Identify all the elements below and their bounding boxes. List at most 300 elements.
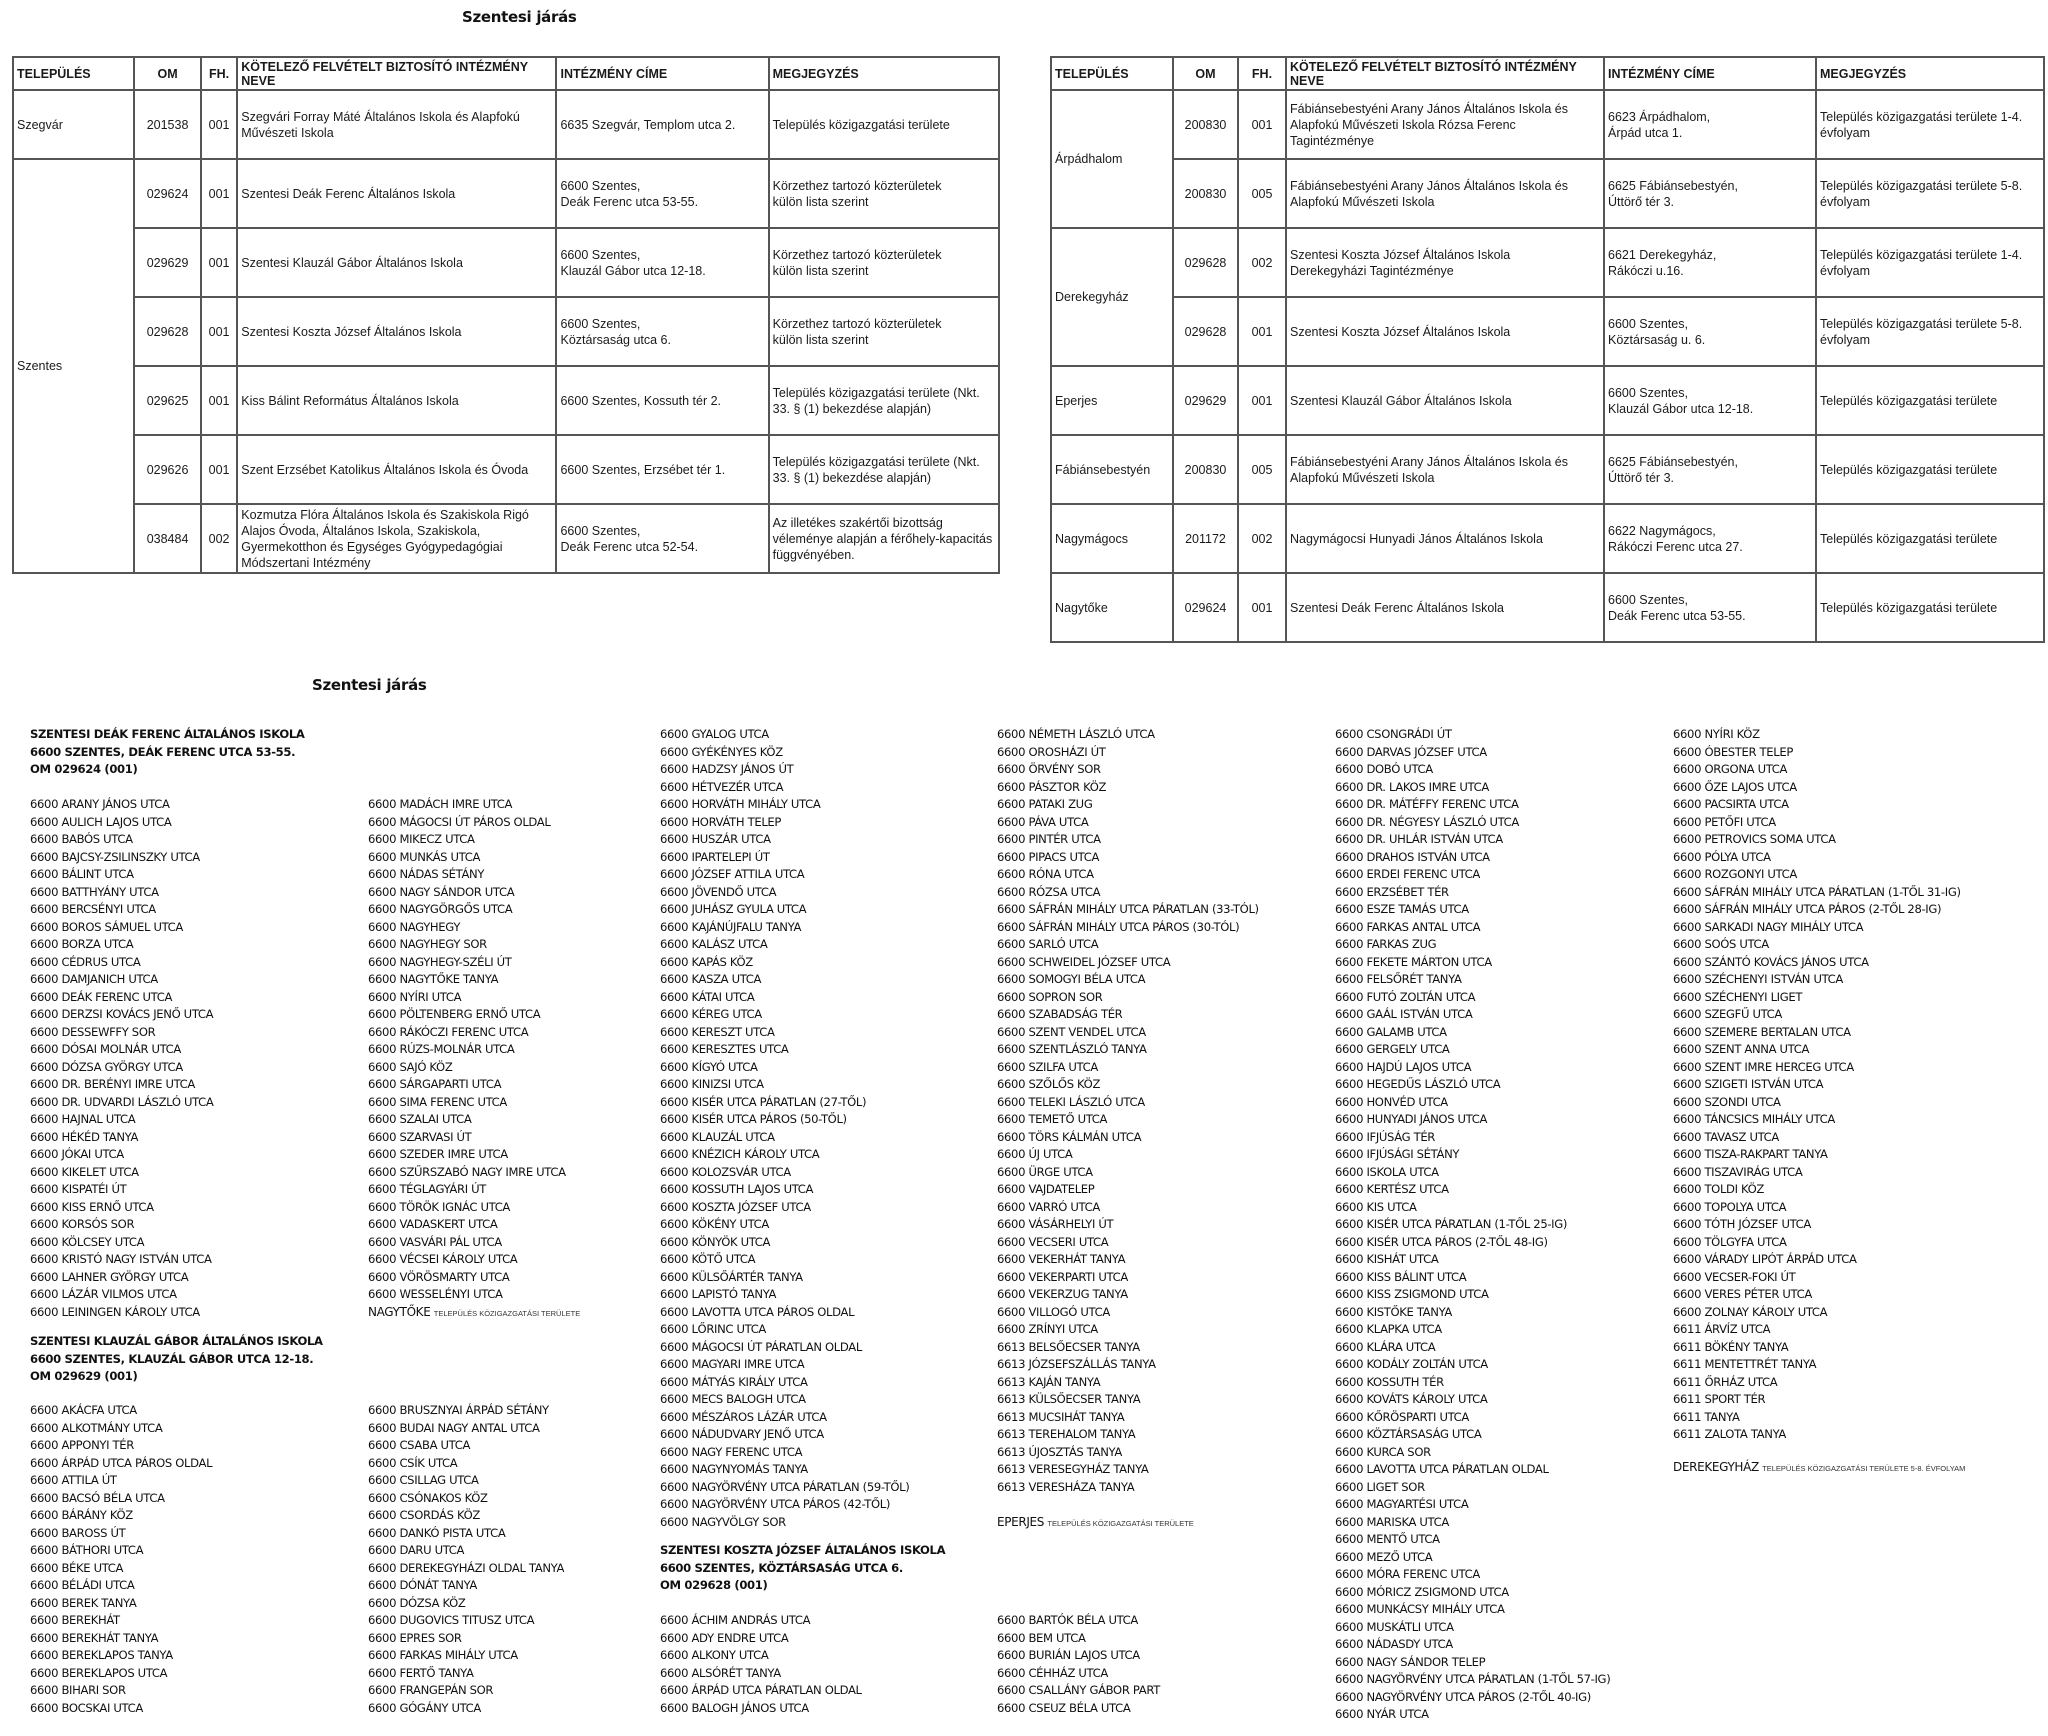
deak-street-list-1 (30, 796, 213, 1321)
street-item: 6600 DÓZSA GYÖRGY UTCA (30, 1059, 183, 1074)
settlement-note (997, 1514, 1259, 1533)
street-item: 6600 VEKERHÁT TANYA (997, 1252, 1126, 1266)
street-item: 6600 DR. NÉGYESY LÁSZLÓ UTCA (1335, 814, 1519, 829)
table-row (1051, 504, 2044, 573)
street-item: 6600 DUGOVICS TITUSZ UTCA (368, 1613, 535, 1627)
klauzal-street-list-4 (997, 726, 1259, 1533)
cell-telepules: Eperjes (1051, 366, 1173, 435)
street-item: 6600 LŐRINC UTCA (660, 1322, 767, 1336)
street-item: 6611 ÁRVÍZ UTCA (1673, 1322, 1771, 1336)
street-item: 6600 ADY ENDRE UTCA (660, 1630, 789, 1645)
street-item: 6600 FARKAS ANTAL UTCA (1335, 919, 1481, 934)
street-item: 6600 MÁTYÁS KIRÁLY UTCA (660, 1374, 808, 1389)
street-item: 6613 VERESHÁZA TANYA (997, 1479, 1135, 1494)
street-item: 6600 NAGY SÁNDOR TELEP (1335, 1654, 1486, 1669)
street-item: 6600 MÓRICZ ZSIGMOND UTCA (1335, 1584, 1509, 1599)
cell-fh: 001 (201, 297, 237, 366)
street-item: 6600 BUDAI NAGY ANTAL UTCA (368, 1420, 540, 1435)
header-megjegyzes: MEGJEGYZÉS (769, 57, 999, 90)
street-item: 6600 HÉTVEZÉR UTCA (660, 779, 784, 794)
cell-nev: Szentesi Koszta József Általános Iskola (237, 297, 556, 366)
header-fh: FH. (1238, 57, 1286, 90)
street-item: 6600 KERESZTES UTCA (660, 1042, 789, 1056)
street-item: 6600 SZÉCHENYI LIGET (1673, 989, 1803, 1004)
cell-om: 200830 (1173, 90, 1238, 159)
street-item: 6600 SZENT ANNA UTCA (1673, 1042, 1810, 1056)
street-item: 6600 HORVÁTH TELEP (660, 814, 782, 829)
settlement-note-text: TELEPÜLÉS KÖZIGAZGATÁSI TERÜLETE 5-8. ÉVFOLYAM (1762, 1463, 1966, 1473)
page-title-top: Szentesi járás (462, 8, 577, 26)
street-item: 6600 SZÁNTÓ KOVÁCS JÁNOS UTCA (1673, 954, 1869, 969)
cell-om: 029628 (134, 297, 201, 366)
klauzal-street-list-1 (30, 1402, 212, 1717)
table-header-row (13, 57, 999, 90)
cell-telepules: Nagymágocs (1051, 504, 1173, 573)
street-item: 6600 BATTHYÁNY UTCA (30, 884, 159, 899)
street-item: 6600 VASVÁRI PÁL UTCA (368, 1234, 502, 1249)
cell-nev: Szentesi Klauzál Gábor Általános Iskola (1286, 366, 1604, 435)
street-item: 6600 SOÓS UTCA (1673, 937, 1769, 951)
street-item: 6600 SZEMERE BERTALAN UTCA (1673, 1024, 1851, 1039)
street-item: 6600 NAGYÖRVÉNY UTCA PÁROS (42-TŐL) (660, 1497, 891, 1511)
header-om: OM (1173, 57, 1238, 90)
street-item: 6600 ÁCHIM ANDRÁS UTCA (660, 1613, 811, 1627)
header-telepules: TELEPÜLÉS (1051, 57, 1173, 90)
street-item: 6600 ALSÓRÉT TANYA (660, 1665, 781, 1680)
school-heading-line: SZENTESI KLAUZÁL GÁBOR ÁLTALÁNOS ISKOLA (30, 1334, 323, 1348)
cell-om: 029628 (1173, 228, 1238, 297)
street-item: 6600 KNÉZICH KÁROLY UTCA (660, 1147, 820, 1161)
street-item: 6600 DRAHOS ISTVÁN UTCA (1335, 849, 1490, 864)
koszta-heading (660, 1542, 945, 1595)
street-item: 6600 DESSEWFFY SOR (30, 1024, 156, 1039)
street-item: 6600 VÖRÖSMARTY UTCA (368, 1269, 510, 1284)
cell-fh: 001 (1238, 90, 1286, 159)
street-item: 6600 ÜRGE UTCA (997, 1164, 1093, 1179)
street-item: 6600 BÁTHORI UTCA (30, 1543, 144, 1557)
table-row (1051, 228, 2044, 297)
cell-cim: 6623 Árpádhalom, Árpád utca 1. (1604, 90, 1816, 159)
settlement-note-text: TELEPÜLÉS KÖZIGAZGATÁSI TERÜLETE (433, 1308, 581, 1318)
street-item: 6600 GYÉKÉNYES KÖZ (660, 744, 783, 759)
street-item: 6611 ŐRHÁZ UTCA (1673, 1374, 1778, 1389)
street-item: 6600 KRISTÓ NAGY ISTVÁN UTCA (30, 1252, 212, 1266)
street-item: 6600 VEKERPARTI UTCA (997, 1269, 1128, 1284)
cell-megj: Település közigazgatási területe (Nkt. 33. § (1) bekezdése alapján) (769, 435, 999, 504)
street-item: 6600 DANKÓ PISTA UTCA (368, 1525, 506, 1540)
street-item: 6600 MÁGOCSI ÚT PÁRATLAN OLDAL (660, 1339, 862, 1354)
street-item: 6600 NAGYHEGY-SZÉLI ÚT (368, 954, 512, 969)
settlement-name: NAGYTŐKE (368, 1304, 431, 1319)
cell-om: 201538 (134, 90, 201, 159)
street-item: 6600 RÚZS-MOLNÁR UTCA (368, 1042, 515, 1056)
street-item: 6600 KÖNYÖK UTCA (660, 1234, 771, 1249)
street-item: 6600 KISS ERNŐ UTCA (30, 1199, 154, 1214)
street-item: 6600 PETROVICS SOMA UTCA (1673, 832, 1836, 846)
table-row (13, 366, 999, 435)
klauzal-street-list-2 (368, 1402, 564, 1717)
koszta-street-list-1 (660, 1612, 862, 1717)
street-item: 6600 SZABADSÁG TÉR (997, 1007, 1123, 1021)
table-row (13, 504, 999, 573)
street-item: 6600 KISS BÁLINT UTCA (1335, 1269, 1467, 1284)
street-item: 6600 BAJCSY-ZSILINSZKY UTCA (30, 849, 200, 864)
street-item: 6600 FEKETE MÁRTON UTCA (1335, 954, 1492, 969)
cell-nev: Kiss Bálint Református Általános Iskola (237, 366, 556, 435)
cell-nev: Fábiánsebestyéni Arany János Általános Iskola és Alapfokú Művészeti Iskola (1286, 159, 1604, 228)
street-item: 6600 LAPISTÓ TANYA (660, 1287, 777, 1301)
street-item: 6600 TÖRÖK IGNÁC UTCA (368, 1199, 511, 1214)
street-item: 6600 IPARTELEPI ÚT (660, 849, 770, 864)
cell-nev: Kozmutza Flóra Általános Iskola és Szakiskola Rigó Alajos Óvoda, Általános Iskola, Szakiskola, Gyermekotthon és Egységes Gyógypedagógiai Módszertani Intézmény (237, 504, 556, 573)
street-item: 6600 DÓSAI MOLNÁR UTCA (30, 1042, 182, 1056)
street-item: 6611 TANYA (1673, 1409, 1740, 1424)
street-item: 6600 KÉREG UTCA (660, 1007, 762, 1021)
street-item: 6600 SZENTLÁSZLÓ TANYA (997, 1042, 1147, 1056)
street-item: 6600 DÓZSA KÖZ (368, 1595, 466, 1610)
street-item: 6600 FELSŐRÉT TANYA (1335, 972, 1462, 986)
street-item: 6613 ÚJOSZTÁS TANYA (997, 1444, 1122, 1459)
street-item: 6600 SZENT IMRE HERCEG UTCA (1673, 1059, 1854, 1074)
street-item: 6600 SÁFRÁN MIHÁLY UTCA PÁROS (2-TŐL 28-IG) (1673, 902, 1942, 916)
street-item: 6600 BÁRÁNY KÖZ (30, 1508, 133, 1522)
koszta-street-list-4 (1673, 726, 2003, 1474)
street-item: 6600 KALÁSZ UTCA (660, 937, 768, 951)
street-item: 6600 ÚJ UTCA (997, 1147, 1073, 1161)
street-item: 6600 VECSER-FOKI ÚT (1673, 1269, 1796, 1284)
street-item: 6600 SZALAI UTCA (368, 1112, 472, 1126)
street-item: 6600 KÖLCSEY UTCA (30, 1234, 145, 1249)
street-item: 6600 ORGONA UTCA (1673, 762, 1788, 776)
cell-fh: 002 (1238, 504, 1286, 573)
spacer (997, 1496, 1259, 1514)
street-item: 6600 TOLDI KÖZ (1673, 1182, 1765, 1196)
street-item: 6600 KISTŐKE TANYA (1335, 1304, 1452, 1319)
cell-megj: Település közigazgatási területe 5-8. évfolyam (1816, 297, 2044, 366)
street-item: 6600 BEREK TANYA (30, 1595, 137, 1610)
street-item: 6600 KISPATÉI ÚT (30, 1182, 127, 1196)
street-item: 6600 TÖLGYFA UTCA (1673, 1234, 1787, 1249)
street-item: 6600 CSORDÁS KÖZ (368, 1508, 480, 1522)
settlement-name: DEREKEGYHÁZ (1673, 1459, 1759, 1474)
street-item: 6600 LAHNER GYÖRGY UTCA (30, 1269, 189, 1284)
cell-nev: Nagymágocsi Hunyadi János Általános Iskola (1286, 504, 1604, 573)
street-item: 6600 DÓNÁT TANYA (368, 1578, 478, 1592)
table-row (1051, 573, 2044, 642)
cell-nev: Szentesi Deák Ferenc Általános Iskola (1286, 573, 1604, 642)
cell-om: 038484 (134, 504, 201, 573)
street-item: 6600 VÉCSEI KÁROLY UTCA (368, 1252, 518, 1266)
street-item: 6600 BÉLÁDI UTCA (30, 1578, 135, 1592)
cell-nev: Szent Erzsébet Katolikus Általános Iskola és Óvoda (237, 435, 556, 504)
street-item: 6600 HUNYADI JÁNOS UTCA (1335, 1112, 1488, 1126)
cell-om: 200830 (1173, 435, 1238, 504)
street-item: 6600 KIS UTCA (1335, 1199, 1417, 1214)
street-item: 6600 SOMOGYI BÉLA UTCA (997, 972, 1146, 986)
street-item: 6600 CSEUZ BÉLA UTCA (997, 1700, 1131, 1715)
street-item: 6600 TEMETŐ UTCA (997, 1112, 1108, 1126)
street-item: 6600 MÓRA FERENC UTCA (1335, 1567, 1480, 1581)
cell-cim: 6600 Szentes, Klauzál Gábor utca 12-18. (556, 228, 768, 297)
street-item: 6600 NAGYHEGY (368, 919, 461, 934)
street-item: 6600 FARKAS MIHÁLY UTCA (368, 1648, 518, 1662)
table-row (1051, 366, 2044, 435)
street-item: 6600 DARVAS JÓZSEF UTCA (1335, 744, 1487, 759)
cell-megj: Körzethez tartozó közterületek külön lista szerint (769, 228, 999, 297)
street-item: 6613 JÓZSEFSZÁLLÁS TANYA (997, 1357, 1156, 1371)
street-item: 6611 ZALOTA TANYA (1673, 1427, 1786, 1441)
street-item: 6600 SÁFRÁN MIHÁLY UTCA PÁROS (30-TÓL) (997, 919, 1240, 934)
street-item: 6600 MÁGOCSI ÚT PÁROS OLDAL (368, 814, 551, 829)
street-item: 6600 SARLÓ UTCA (997, 937, 1099, 951)
header-megjegyzes: MEGJEGYZÉS (1816, 57, 2044, 90)
street-item: 6600 KÁTAI UTCA (660, 989, 755, 1004)
cell-cim: 6600 Szentes, Deák Ferenc utca 53-55. (1604, 573, 1816, 642)
street-item: 6600 DEREKEGYHÁZI OLDAL TANYA (368, 1560, 565, 1575)
street-item: 6600 ALKOTMÁNY UTCA (30, 1420, 163, 1435)
street-item: 6600 MÉSZÁROS LÁZÁR UTCA (660, 1409, 827, 1424)
cell-om: 029629 (134, 228, 201, 297)
street-item: 6600 SÁRGAPARTI UTCA (368, 1077, 502, 1091)
street-item: 6600 TELEKI LÁSZLÓ UTCA (997, 1094, 1145, 1109)
street-item: 6600 WESSELÉNYI UTCA (368, 1287, 503, 1301)
street-item: 6600 BIHARI SOR (30, 1683, 126, 1697)
street-item: 6600 KISÉR UTCA PÁROS (2-TŐL 48-IG) (1335, 1234, 1548, 1249)
street-item: 6600 SZŐLŐS KÖZ (997, 1077, 1101, 1091)
cell-cim: 6625 Fábiánsebestyén, Úttörő tér 3. (1604, 435, 1816, 504)
street-item: 6600 LIGET SOR (1335, 1479, 1425, 1494)
street-item: 6600 MUSKÁTLI UTCA (1335, 1619, 1454, 1634)
street-item: 6600 KOSSUTH TÉR (1335, 1374, 1444, 1389)
street-item: 6600 PATAKI ZUG (997, 797, 1093, 811)
school-address-line: 6600 SZENTES, KLAUZÁL GÁBOR UTCA 12-18. (30, 1351, 314, 1366)
table-header-row (1051, 57, 2044, 90)
cell-nev: Szentesi Koszta József Általános Iskola (1286, 297, 1604, 366)
cell-telepules: Szentes (13, 159, 134, 573)
cell-om: 029625 (134, 366, 201, 435)
street-item: 6600 DR. BERÉNYI IMRE UTCA (30, 1077, 195, 1091)
street-item: 6600 ATTILA ÚT (30, 1473, 117, 1487)
street-item: 6600 KOSZTA JÓZSEF UTCA (660, 1199, 811, 1214)
table-row (13, 297, 999, 366)
cell-megj: Körzethez tartozó közterületek külön lista szerint (769, 297, 999, 366)
street-item: 6600 CSALLÁNY GÁBOR PART (997, 1683, 1160, 1697)
street-item: 6600 KÖKÉNY UTCA (660, 1217, 769, 1231)
street-item: 6600 RÓZSA UTCA (997, 884, 1101, 899)
klauzal-heading (30, 1333, 323, 1386)
street-item: 6611 SPORT TÉR (1673, 1392, 1766, 1406)
cell-megj: Település közigazgatási területe (769, 90, 999, 159)
settlement-name: EPERJES (997, 1515, 1045, 1529)
street-item: 6600 SZILFA UTCA (997, 1059, 1098, 1074)
header-intezmeny-cime: INTÉZMÉNY CÍME (1604, 57, 1816, 90)
cell-megj: Körzethez tartozó közterületek külön lista szerint (769, 159, 999, 228)
cell-om: 029628 (1173, 297, 1238, 366)
street-item: 6600 HEGEDŰS LÁSZLÓ UTCA (1335, 1077, 1501, 1091)
street-item: 6613 MUCSIHÁT TANYA (997, 1409, 1125, 1424)
street-item: 6600 KINIZSI UTCA (660, 1077, 764, 1091)
cell-fh: 001 (201, 159, 237, 228)
street-item: 6600 CÉHHÁZ UTCA (997, 1665, 1108, 1680)
street-item: 6600 DAMJANICH UTCA (30, 972, 158, 986)
street-item: 6600 TÉGLAGYÁRI ÚT (368, 1182, 486, 1196)
cell-om: 029624 (134, 159, 201, 228)
street-item: 6600 SZENT VENDEL UTCA (997, 1024, 1146, 1039)
settlement-note-text: TELEPÜLÉS KÖZIGAZGATÁSI TERÜLETE (1047, 1519, 1194, 1528)
street-item: 6600 PÁSZTOR KÖZ (997, 779, 1107, 794)
cell-megj: Település közigazgatási területe 5-8. évfolyam (1816, 159, 2044, 228)
cell-om: 200830 (1173, 159, 1238, 228)
cell-cim: 6600 Szentes, Klauzál Gábor utca 12-18. (1604, 366, 1816, 435)
street-item: 6600 SIMA FERENC UTCA (368, 1094, 507, 1109)
cell-fh: 002 (201, 504, 237, 573)
street-item: 6600 VÁSÁRHELYI ÚT (997, 1217, 1114, 1231)
street-item: 6613 KÜLSŐECSER TANYA (997, 1392, 1141, 1406)
table-row (13, 90, 999, 159)
street-item: 6600 MUNKÁS UTCA (368, 849, 481, 864)
cell-nev: Szentesi Koszta József Általános Iskola Derekegyházi Tagintézménye (1286, 228, 1604, 297)
street-item: 6600 NÉMETH LÁSZLÓ UTCA (997, 727, 1155, 741)
cell-megj: Település közigazgatási területe 1-4. évfolyam (1816, 90, 2044, 159)
street-item: 6600 PINTÉR UTCA (997, 832, 1101, 846)
street-item: 6600 JÓZSEF ATTILA UTCA (660, 867, 805, 881)
page-title-bottom: Szentesi járás (312, 676, 427, 694)
street-item: 6600 CSÓNAKOS KÖZ (368, 1490, 488, 1505)
street-item: 6600 ERDEI FERENC UTCA (1335, 867, 1480, 881)
cell-fh: 001 (1238, 297, 1286, 366)
cell-nev: Szegvári Forray Máté Általános Iskola és Alapfokú Művészeti Iskola (237, 90, 556, 159)
street-item: 6600 DR. MÁTÉFFY FERENC UTCA (1335, 797, 1519, 811)
street-item: 6600 HADZSY JÁNOS ÚT (660, 762, 794, 776)
street-item: 6600 NYÁR UTCA (1335, 1707, 1429, 1721)
street-item: 6600 KŐRÖSPARTI UTCA (1335, 1409, 1469, 1424)
street-item: 6600 KODÁLY ZOLTÁN UTCA (1335, 1357, 1488, 1371)
street-item: 6600 NAGYÖRVÉNY UTCA PÁRATLAN (59-TŐL) (660, 1479, 910, 1494)
cell-telepules: Szegvár (13, 90, 134, 159)
street-item: 6600 KAPÁS KÖZ (660, 954, 753, 969)
street-item: 6600 MENTŐ UTCA (1335, 1532, 1440, 1546)
cell-telepules: Nagytőke (1051, 573, 1173, 642)
cell-fh: 005 (1238, 435, 1286, 504)
cell-cim: 6622 Nagymágocs, Rákóczi Ferenc utca 27. (1604, 504, 1816, 573)
table-row (13, 228, 999, 297)
street-item: 6600 GAÁL ISTVÁN UTCA (1335, 1007, 1473, 1021)
street-item: 6600 TAVASZ UTCA (1673, 1129, 1779, 1144)
street-item: 6600 KERESZT UTCA (660, 1024, 775, 1039)
cell-cim: 6600 Szentes, Erzsébet tér 1. (556, 435, 768, 504)
deak-heading (30, 726, 305, 779)
street-item: 6600 VERES PÉTER UTCA (1673, 1287, 1812, 1301)
cell-telepules: Derekegyház (1051, 228, 1173, 366)
cell-om: 029629 (1173, 366, 1238, 435)
street-item: 6600 NAGYÖRVÉNY UTCA PÁROS (2-TŐL 40-IG) (1335, 1689, 1591, 1704)
street-item: 6600 ÁRPÁD UTCA PÁROS OLDAL (30, 1455, 213, 1470)
street-item: 6600 MUNKÁCSY MIHÁLY UTCA (1335, 1602, 1505, 1616)
cell-cim: 6600 Szentes, Deák Ferenc utca 53-55. (556, 159, 768, 228)
street-item: 6600 ÓBESTER TELEP (1673, 744, 1793, 759)
school-om-line: OM 029629 (001) (30, 1369, 138, 1383)
street-item: 6600 MAGYARI IMRE UTCA (660, 1357, 805, 1371)
street-item: 6600 ZRÍNYI UTCA (997, 1322, 1098, 1336)
cell-megj: Település közigazgatási területe (Nkt. 33. § (1) bekezdése alapján) (769, 366, 999, 435)
street-item: 6600 MIKECZ UTCA (368, 832, 475, 846)
street-item: 6600 BEREKHÁT (30, 1613, 120, 1627)
street-item: 6600 BORZA UTCA (30, 937, 134, 951)
cell-megj: Település közigazgatási területe (1816, 366, 2044, 435)
cell-fh: 001 (201, 228, 237, 297)
street-item: 6600 ALKONY UTCA (660, 1648, 769, 1662)
street-item: 6600 DERZSI KOVÁCS JENŐ UTCA (30, 1007, 214, 1021)
street-item: 6611 MENTETTRÉT TANYA (1673, 1357, 1817, 1371)
street-item: 6600 BÉKE UTCA (30, 1560, 124, 1575)
street-item: 6613 KAJÁN TANYA (997, 1374, 1101, 1389)
street-item: 6600 KLAPKA UTCA (1335, 1322, 1442, 1336)
street-item: 6600 LEININGEN KÁROLY UTCA (30, 1304, 200, 1319)
street-item: 6600 GÓGÁNY UTCA (368, 1700, 481, 1715)
cell-nev: Fábiánsebestyéni Arany János Általános Iskola és Alapfokú Művészeti Iskola Rózsa Ferenc Tagintézménye (1286, 90, 1604, 159)
street-item: 6600 EPRES SOR (368, 1630, 462, 1645)
cell-fh: 001 (1238, 573, 1286, 642)
street-item: 6600 IFJÚSÁG TÉR (1335, 1129, 1436, 1144)
street-item: 6600 TÖRS KÁLMÁN UTCA (997, 1129, 1142, 1144)
street-item: 6600 ROZGONYI UTCA (1673, 867, 1797, 881)
street-item: 6600 FERTŐ TANYA (368, 1665, 474, 1680)
school-address-line: 6600 SZENTES, DEÁK FERENC UTCA 53-55. (30, 744, 296, 759)
street-item: 6600 SCHWEIDEL JÓZSEF UTCA (997, 954, 1171, 969)
cell-cim: 6625 Fábiánsebestyén, Úttörő tér 3. (1604, 159, 1816, 228)
street-item: 6600 SOPRON SOR (997, 989, 1103, 1004)
header-intezmeny-neve: KÖTELEZŐ FELVÉTELT BIZTOSÍTÓ INTÉZMÉNY NEVE (237, 57, 556, 90)
street-item: 6600 KISHÁT UTCA (1335, 1252, 1439, 1266)
street-item: 6600 RÁKÓCZI FERENC UTCA (368, 1024, 529, 1039)
street-item: 6600 SZŰRSZABÓ NAGY IMRE UTCA (368, 1164, 566, 1179)
street-item: 6600 KÖZTÁRSASÁG UTCA (1335, 1427, 1482, 1441)
left-school-table (12, 56, 1000, 574)
cell-fh: 001 (1238, 366, 1286, 435)
street-item: 6600 SAJÓ KÖZ (368, 1059, 453, 1074)
street-item: 6600 CSÍK UTCA (368, 1455, 458, 1470)
street-item: 6600 VADASKERT UTCA (368, 1217, 498, 1231)
street-item: 6600 BEREKLAPOS TANYA (30, 1648, 173, 1662)
street-item: 6600 HONVÉD UTCA (1335, 1094, 1448, 1109)
table-row (13, 159, 999, 228)
table-row (13, 435, 999, 504)
street-item: 6600 BOROS SÁMUEL UTCA (30, 919, 183, 934)
street-item: 6600 PÖLTENBERG ERNŐ UTCA (368, 1007, 541, 1021)
street-item: 6600 ESZE TAMÁS UTCA (1335, 902, 1469, 916)
street-item: 6600 IFJÚSÁGI SÉTÁNY (1335, 1147, 1460, 1161)
street-item: 6600 FRANGEPÁN SOR (368, 1683, 494, 1697)
street-item: 6600 NÁDUDVARY JENŐ UTCA (660, 1427, 824, 1441)
street-item: 6600 SÁFRÁN MIHÁLY UTCA PÁRATLAN (1-TŐL 31-IG) (1673, 884, 1961, 899)
street-item: 6600 KISÉR UTCA PÁRATLAN (1-TŐL 25-IG) (1335, 1217, 1568, 1231)
street-item: 6600 PETŐFI UTCA (1673, 814, 1776, 829)
street-item: 6600 BEREKLAPOS UTCA (30, 1665, 168, 1680)
school-address-line: 6600 SZENTES, KÖZTÁRSASÁG UTCA 6. (660, 1560, 903, 1575)
street-item: 6600 NAGYHEGY SOR (368, 937, 487, 951)
street-item: 6600 BEREKHÁT TANYA (30, 1630, 159, 1645)
street-item: 6600 DR. UDVARDI LÁSZLÓ UTCA (30, 1094, 214, 1109)
school-om-line: OM 029624 (001) (30, 762, 138, 776)
street-item: 6600 DR. LAKOS IMRE UTCA (1335, 779, 1489, 794)
street-item: 6600 LAVOTTA UTCA PÁROS OLDAL (660, 1304, 855, 1319)
street-item: 6600 NAGYGÖRGŐS UTCA (368, 902, 513, 916)
street-item: 6600 ERZSÉBET TÉR (1335, 884, 1449, 899)
street-item: 6600 JUHÁSZ GYULA UTCA (660, 902, 807, 916)
street-item: 6600 KAJÁNÚJFALU TANYA (660, 919, 802, 934)
street-item: 6600 VARRÓ UTCA (997, 1199, 1100, 1214)
street-item: 6600 DEÁK FERENC UTCA (30, 989, 173, 1004)
